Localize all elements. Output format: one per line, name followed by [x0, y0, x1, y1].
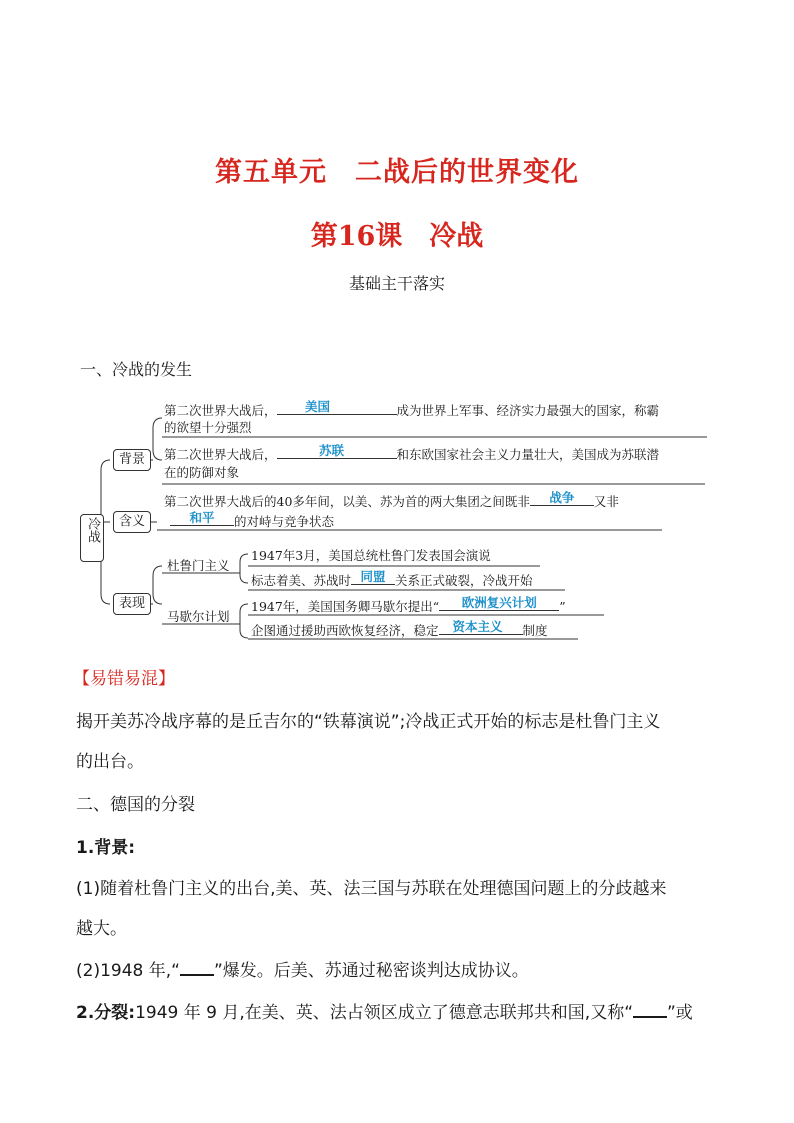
background-p1-line2: 越大。: [76, 919, 127, 939]
blank-west-germany: [633, 1000, 667, 1018]
tip-line2: 的出台。: [76, 752, 144, 772]
answer-ouzhou: 欧洲复兴计划: [461, 595, 537, 610]
beijing-line2: 第二次世界大战后， 苏联 和东欧国家社会主义力量壮大，美国成为苏联潜: [164, 443, 660, 462]
blank-1948-event: [180, 958, 214, 976]
answer-meiguo: 美国: [305, 399, 331, 414]
unit-title: 第五单元 二战后的世界变化: [215, 157, 579, 188]
hanyi-node: 含义: [113, 511, 151, 533]
background-p2: (2)1948 年,“ ”爆发。后美、苏通过秘密谈判达成协议。: [76, 958, 529, 984]
truman-node: 杜鲁门主义: [167, 558, 230, 573]
subtitle: 基础主干落实: [348, 274, 445, 293]
truman-line1: 1947年3月，美国总统杜鲁门发表国会演说: [251, 548, 491, 563]
blank-ziben: [439, 620, 523, 635]
answer-sulian: 苏联: [319, 443, 345, 458]
biaoxian-bracket: [153, 566, 162, 604]
marshall-node: 马歇尔计划: [167, 609, 230, 624]
hanyi-line2: 和平 的对峙与竞争状态: [170, 511, 334, 531]
marshall-line1: 1947年，美国国务卿马歇尔提出“ 欧洲复兴计划 ”: [251, 595, 566, 614]
blank-meiguo: [277, 400, 397, 415]
section2-heading: 二、德国的分裂: [76, 795, 195, 815]
blank-sulian: [277, 444, 397, 459]
biaoxian-node: 表现: [113, 593, 151, 615]
answer-heping: 和平: [189, 510, 215, 525]
tip-heading: 【易错易混】: [73, 669, 175, 689]
answer-ziben: 资本主义: [452, 619, 503, 634]
marshall-line2: 企图通过援助西欧恢复经济，稳定 资本主义 制度: [251, 619, 548, 638]
split-line: 2.分裂:1949 年 9 月,在美、英、法占领区成立了德意志联邦共和国,又称“ ”或: [76, 1000, 693, 1026]
beijing-node: 背景: [113, 449, 151, 471]
beijing-line2-cont: 在的防御对象: [164, 465, 240, 480]
blank-heping: [170, 511, 234, 526]
beijing-bracket: [153, 418, 162, 460]
section1-heading: 一、冷战的发生: [80, 360, 193, 379]
blank-zhanzheng: [530, 491, 594, 506]
root-node: [80, 514, 104, 562]
tip-line1: 揭开美苏冷战序幕的是丘吉尔的“铁幕演说”;冷战正式开始的标志是杜鲁门主义: [76, 712, 661, 732]
root-label: 冷战: [85, 517, 100, 543]
lesson-title: 第16课 冷战: [310, 221, 484, 252]
hanyi-line1: 第二次世界大战后的40多年间，以美、苏为首的两大集团之间既非 战争 又非: [164, 490, 619, 509]
answer-tongmeng: 同盟: [360, 569, 386, 584]
beijing-line1-cont: 的欲望十分强烈: [164, 420, 252, 435]
truman-line2: 标志着美、苏战时 同盟 关系正式破裂，冷战开始: [251, 569, 533, 588]
beijing-line1: 第二次世界大战后， 美国 成为世界上军事、经济实力最强大的国家，称霸: [164, 399, 660, 418]
background-p1-line1: (1)随着杜鲁门主义的出台,美、英、法三国与苏联在处理德国问题上的分歧越来: [76, 879, 667, 899]
blank-ouzhou: [439, 596, 559, 611]
blank-tongmeng: [351, 570, 395, 585]
answer-zhanzheng: 战争: [549, 490, 575, 505]
background-heading: 1.背景:: [76, 838, 136, 858]
